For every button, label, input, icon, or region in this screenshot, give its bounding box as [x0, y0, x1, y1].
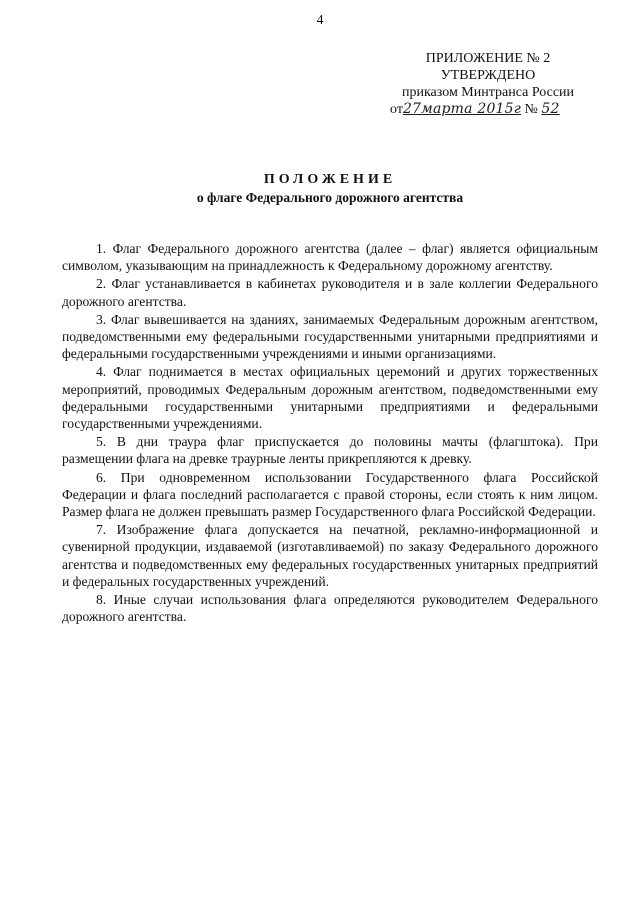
paragraph-2: 2. Флаг устанавливается в кабинетах руководителя и в зале коллегии Федерального дорожного агентства.	[62, 276, 598, 309]
document-subtitle: о флаге Федерального дорожного агентства	[196, 190, 464, 205]
order-number-prefix: №	[524, 102, 538, 117]
order-date-prefix: от	[390, 102, 403, 117]
paragraph-7: 7. Изображение флага допускается на печатной, рекламно-информационной и сувенирной продукции, издаваемой (изготавливаемой) по заказу Федерального дорожного агентства и подведомственных ему федеральных государственных унитарных предприятий и федеральных государственных учреждений.	[62, 522, 598, 589]
annex-label: ПРИЛОЖЕНИЕ № 2	[425, 51, 551, 66]
paragraph-5: 5. В дни траура флаг приспускается до половины мачты (флагштока). При размещении флага на древке траурные ленты прикрепляются к древку.	[62, 434, 598, 467]
paragraph-6: 6. При одновременном использовании Государственного флага Российской Федерации и флага последний располагается с правой стороны, если стоять к ним лицом. Размер флага не должен превышать размер Государственного флага Российской Федерации.	[62, 469, 598, 520]
page-number: 4	[316, 13, 324, 28]
document-body	[62, 240, 598, 626]
paragraph-8: 8. Иные случаи использования флага определяются руководителем Федерального дорожного агентства.	[62, 592, 598, 625]
approved-label: УТВЕРЖДЕНО	[440, 68, 536, 83]
order-number-handwritten: 52	[541, 101, 560, 117]
document-title: ПОЛОЖЕНИЕ	[263, 172, 397, 187]
order-date-line	[388, 101, 588, 118]
approval-block	[388, 50, 588, 118]
paragraph-4: 4. Флаг поднимается в местах официальных церемоний и других торжественных мероприятий, проводимых Федеральным дорожным агентством, подведомственными ему федеральными государственными унитарными предприятиями и федеральными государственными учреждениями.	[62, 364, 598, 432]
order-date-handwritten: 27марта 2015г	[402, 101, 522, 117]
order-reference: приказом Минтранса России	[401, 85, 575, 100]
paragraph-1: 1. Флаг Федерального дорожного агентства (далее – флаг) является официальным символом, указывающим на принадлежность к Федеральному дорожному агентству.	[62, 241, 598, 274]
paragraph-3: 3. Флаг вывешивается на зданиях, занимаемых Федеральным дорожным агентством, подведомственными ему федеральными государственными унитарными предприятиями и федеральными государственными учреждениями и иными организациями.	[62, 311, 598, 362]
